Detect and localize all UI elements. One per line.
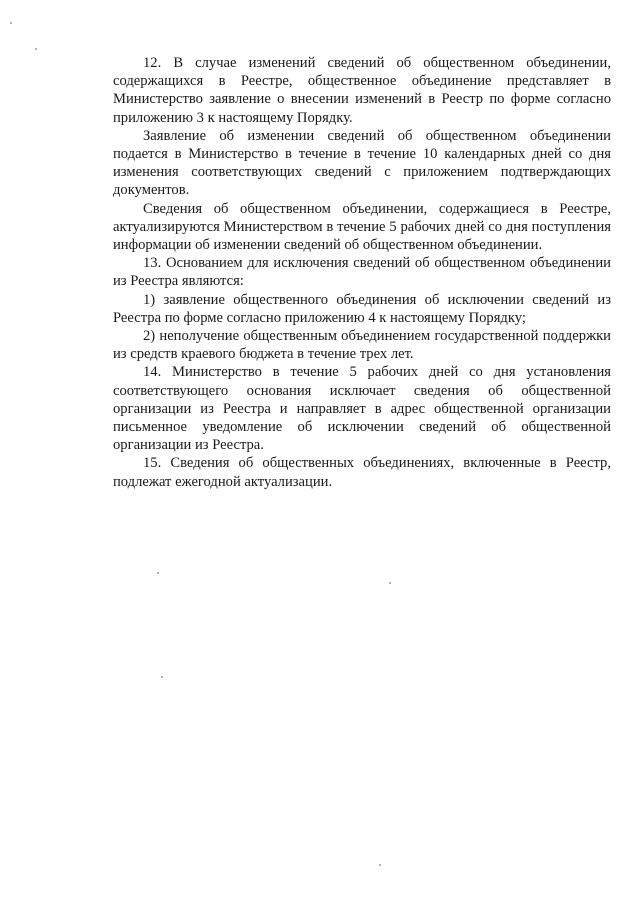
paragraph-13-item-2: 2) неполучение общественным объединением государственной поддержки из средств краевого бюджета в течение трех лет. [113,328,611,363]
paragraph-15: 15. Сведения об общественных объединениях, включенные в Реестр, подлежат ежегодной актуализации. [113,455,611,490]
scan-speck [379,864,381,866]
paragraph-13: 13. Основанием для исключения сведений об общественном объединении из Реестра являются: [113,255,611,290]
document-body [113,54,611,491]
paragraph-12-actualization: Сведения об общественном объединении, содержащиеся в Реестре, актуализируются Министерством в течение 5 рабочих дней со дня поступления информации об изменении сведений об общественном объединении. [113,200,611,254]
scan-speck [10,22,12,24]
paragraph-12: 12. В случае изменений сведений об общественном объединении, содержащихся в Реестре, общественное объединение представляет в Министерство заявление о внесении изменений в Реестр по форме согласно приложению 3 к настоящему Порядку. [113,55,611,126]
scan-speck [389,582,391,584]
paragraph-12-submission-deadline: Заявление об изменении сведений об общественном объединении подается в Министерство в течение в течение 10 календарных дней со дня изменения соответствующих сведений с приложением подтверждающих документов. [113,127,611,199]
paragraph-13-item-1: 1) заявление общественного объединения об исключении сведений из Реестра по форме согласно приложению 4 к настоящему Порядку; [113,291,611,326]
scan-speck [157,572,159,574]
scan-speck [35,48,37,50]
scan-speck [161,676,163,678]
paragraph-14: 14. Министерство в течение 5 рабочих дней со дня установления соответствующего основания исключает сведения об общественной организации из Реестра и направляет в адрес общественной организации письменное уведомление об исключении сведений об общественной организации из Реестра. [113,364,611,454]
